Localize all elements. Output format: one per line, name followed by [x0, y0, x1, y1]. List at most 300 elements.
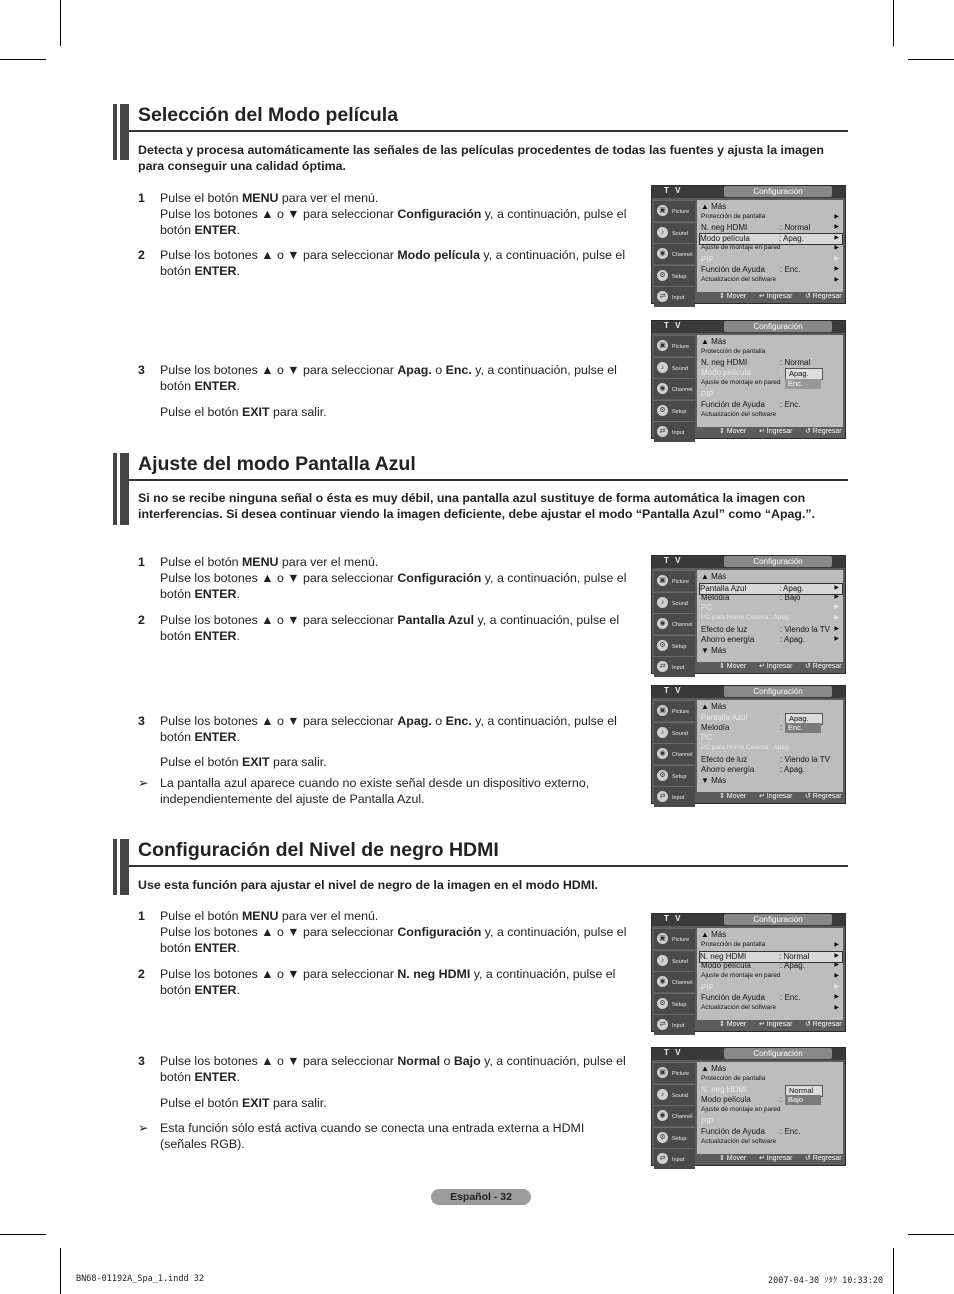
menu-tv-label: T V [664, 186, 683, 195]
menu-item-label: ▲ Más [701, 1064, 727, 1073]
menu-title: Configuración [724, 1048, 832, 1059]
sidebar-icon: ⚙ [657, 998, 668, 1009]
sidebar-icon: ♪ [657, 727, 668, 738]
menu-title: Configuración [724, 186, 832, 197]
sidebar-item[interactable] [654, 1014, 695, 1035]
sidebar-label: Input [672, 1157, 685, 1163]
crop-mark [908, 1234, 954, 1235]
menu-title: Configuración [724, 321, 832, 332]
menu-item[interactable] [701, 265, 841, 274]
option-item[interactable]: Enc. [785, 723, 821, 733]
menu-panel [697, 335, 843, 427]
note-text: La pantalla azul aparece cuando no existe señal desde un dispositivo externo, independientemente del ajuste de Pantalla Azul. [160, 776, 590, 806]
sidebar-icon: ▣ [657, 705, 668, 716]
arrow-right-icon: ▶ [834, 973, 839, 979]
menu-item[interactable] [701, 1064, 841, 1073]
sidebar-item[interactable] [654, 592, 695, 613]
step-text: Pulse los botones ▲ o ▼ para seleccionar Modo película y, a continuación, pulse el botón ENTER. [160, 248, 626, 278]
menu-item[interactable] [701, 733, 841, 742]
menu-item-label: Modo película [701, 368, 751, 377]
menu-item-label: N. neg HDMI [701, 223, 748, 232]
menu-item-label: Actualización del software [701, 1138, 777, 1145]
menu-sidebar [654, 928, 695, 1036]
option-item[interactable]: Apag. [785, 713, 823, 725]
title-rule [129, 130, 848, 132]
arrow-right-icon: ▶ [834, 277, 839, 283]
arrow-right-icon: ▶ [834, 1005, 839, 1011]
menu-header [652, 1048, 845, 1060]
move-hint: ⇕ Mover [719, 1155, 747, 1162]
sidebar-item[interactable] [654, 950, 695, 971]
sidebar-item[interactable] [654, 786, 695, 807]
menu-item-label: PC para Home Cinema : Apag. [701, 744, 791, 751]
sidebar-icon: ▣ [657, 575, 668, 586]
menu-item[interactable] [701, 614, 841, 621]
sidebar-item[interactable] [654, 335, 695, 356]
section-intro: Detecta y procesa automáticamente las señales de las películas procedentes de todas las fuentes y ajusta la imagen para conseguir una calidad óptima. [138, 143, 824, 173]
exit-text: Pulse el botón EXIT para salir. [160, 1096, 327, 1110]
option-item[interactable]: Enc. [785, 379, 821, 389]
menu-item-label: PC para Home Cinema : Apag. [701, 614, 791, 621]
sidebar-icon: ◉ [657, 248, 668, 259]
enter-hint: ↵ Ingresar [759, 1021, 793, 1028]
sidebar-item[interactable] [654, 286, 695, 307]
tv-menu-screenshot [651, 185, 846, 304]
menu-item[interactable] [701, 625, 841, 634]
footer-file: BN68-01192A_Spa_1.indd 32 [76, 1274, 204, 1284]
menu-item-value: : Normal [780, 223, 811, 232]
menu-item-value: : Bajo [780, 593, 801, 602]
menu-item-label: ▲ Más [701, 202, 727, 211]
menu-item-label: Función de Ayuda [701, 1127, 765, 1136]
menu-item[interactable] [701, 1004, 841, 1011]
arrow-right-icon: ▶ [834, 953, 839, 959]
move-hint: ⇕ Mover [719, 1021, 747, 1028]
sidebar-icon: ⚙ [657, 1132, 668, 1143]
step-number: 3 [138, 363, 145, 377]
menu-item[interactable] [701, 702, 841, 711]
menu-item-label: Efecto de luz [701, 755, 748, 764]
menu-item-label: ▼ Más [701, 776, 727, 785]
sidebar-icon: ▣ [657, 205, 668, 216]
footer-date: 2007-04-30 ｿﾀｸ 10:33:20 [768, 1276, 884, 1286]
arrow-right-icon: ▶ [834, 636, 839, 642]
return-hint: ↺ Regresar [805, 663, 842, 670]
menu-item[interactable] [701, 930, 841, 939]
sidebar-label: Sound [672, 1092, 688, 1099]
option-item[interactable]: Normal [785, 1085, 823, 1097]
section-bar-decoration [113, 104, 129, 160]
sidebar-icon: ♪ [657, 227, 668, 238]
menu-item-label: N. neg HDMI [700, 952, 747, 961]
menu-sidebar [654, 335, 695, 443]
sidebar-item[interactable] [654, 1084, 695, 1105]
sidebar-item[interactable] [654, 570, 695, 591]
sidebar-label: Picture [672, 709, 690, 715]
menu-item[interactable] [701, 765, 841, 774]
sidebar-item[interactable] [654, 928, 695, 949]
menu-item[interactable] [701, 337, 841, 346]
section-intro: Si no se recibe ninguna señal o ésta es muy débil, una pantalla azul sustituye de forma automática la imagen con interferencias. Si desea continuar viendo la imagen deficiente, debe ajustar el modo “Pantalla Azul” como “Apag.”. [138, 491, 816, 521]
sidebar-item[interactable] [654, 656, 695, 677]
menu-item-value: : [780, 368, 783, 377]
sidebar-icon: ♪ [657, 362, 668, 373]
enter-hint: ↵ Ingresar [759, 428, 793, 435]
menu-item[interactable] [701, 572, 841, 581]
menu-item-value: : Apag. [780, 961, 805, 970]
menu-item[interactable] [701, 635, 841, 644]
menu-sidebar [654, 200, 695, 308]
menu-item[interactable] [701, 400, 841, 409]
sidebar-label: Picture [672, 1071, 690, 1077]
section-bar-decoration [113, 453, 129, 525]
sidebar-item[interactable] [654, 1127, 695, 1148]
menu-item-label: Actualización del software [701, 276, 777, 283]
menu-item[interactable] [701, 223, 841, 232]
arrow-right-icon: ▶ [834, 994, 839, 1000]
menu-item[interactable] [701, 983, 841, 992]
sidebar-item[interactable] [654, 613, 695, 634]
crop-mark [908, 59, 954, 60]
arrow-right-icon: ▶ [834, 615, 839, 621]
step-text: Pulse los botones ▲ o ▼ para seleccionar Apag. o Enc. y, a continuación, pulse el botón ENTER. [160, 714, 617, 744]
return-hint: ↺ Regresar [805, 1021, 842, 1028]
menu-item-value: : [780, 723, 783, 732]
sidebar-icon: ⇄ [657, 291, 668, 302]
sidebar-icon: ⇄ [657, 791, 668, 802]
arrow-right-icon: ▶ [834, 235, 839, 241]
sidebar-label: Input [672, 430, 685, 436]
menu-item[interactable] [701, 593, 841, 602]
arrow-right-icon: ▶ [834, 604, 839, 610]
menu-item-label: Protección de pantalla [701, 941, 766, 948]
menu-item[interactable] [701, 411, 841, 418]
menu-item-label: Función de Ayuda [701, 993, 765, 1002]
menu-item-label: Ahorro energía [701, 765, 755, 774]
sidebar-icon: ⇄ [657, 426, 668, 437]
move-hint: ⇕ Mover [719, 793, 747, 800]
menu-item-label: Protección de pantalla [701, 1075, 766, 1082]
menu-item-label: PC [701, 733, 713, 742]
note-arrow-icon: ➢ [138, 1121, 149, 1135]
sidebar-label: Channel [672, 622, 693, 628]
menu-item[interactable] [701, 244, 841, 251]
sidebar-icon: ⚙ [657, 405, 668, 416]
sidebar-label: Channel [672, 387, 693, 393]
menu-item-label: Modo película [701, 1095, 751, 1104]
menu-item[interactable] [701, 755, 841, 764]
title-rule [129, 865, 848, 867]
crop-mark [893, 0, 894, 46]
menu-header [652, 914, 845, 926]
sidebar-icon: ⚙ [657, 640, 668, 651]
menu-header [652, 686, 845, 698]
sidebar-label: Input [672, 295, 685, 301]
step-text: Pulse el botón MENU para ver el menú. Pulse los botones ▲ o ▼ para seleccionar Configuración y, a continuación, pulse el botón ENTER. [160, 909, 627, 955]
sidebar-item[interactable] [654, 200, 695, 221]
arrow-right-icon: ▶ [834, 214, 839, 220]
menu-item[interactable] [701, 776, 841, 785]
sidebar-icon: ♪ [657, 955, 668, 966]
menu-item-label: PIP [701, 983, 714, 992]
menu-title: Configuración [724, 556, 832, 567]
note-arrow-icon: ➢ [138, 776, 149, 790]
menu-title: Configuración [724, 686, 832, 697]
menu-item-value: : Normal [779, 952, 810, 961]
menu-item-value: : Enc. [780, 400, 801, 409]
sidebar-item[interactable] [654, 635, 695, 656]
menu-item-value: : Enc. [780, 993, 801, 1002]
sidebar-item[interactable] [654, 743, 695, 764]
menu-title: Configuración [724, 914, 832, 925]
return-hint: ↺ Regresar [805, 793, 842, 800]
menu-tv-label: T V [664, 686, 683, 695]
enter-hint: ↵ Ingresar [759, 663, 793, 670]
option-item[interactable]: Bajo [785, 1095, 821, 1105]
exit-text: Pulse el botón EXIT para salir. [160, 405, 327, 419]
sidebar-label: Input [672, 795, 685, 801]
menu-item[interactable] [701, 1138, 841, 1145]
menu-item[interactable] [701, 255, 841, 264]
menu-item-value: : Apag. [779, 584, 804, 593]
arrow-right-icon: ▶ [834, 962, 839, 968]
menu-item[interactable] [701, 390, 841, 399]
sidebar-label: Setup [672, 773, 687, 780]
sidebar-icon: ▣ [657, 933, 668, 944]
menu-item[interactable] [701, 1075, 841, 1082]
menu-item-label: ▲ Más [701, 702, 727, 711]
menu-item-label: Ajuste de montaje en pared [701, 1106, 781, 1113]
enter-hint: ↵ Ingresar [759, 293, 793, 300]
menu-item[interactable] [701, 348, 841, 355]
menu-item-label: PIP [701, 1117, 714, 1126]
sidebar-item[interactable] [654, 421, 695, 442]
menu-panel [697, 1062, 843, 1154]
section-bar-decoration [113, 839, 129, 895]
tv-menu-screenshot [651, 555, 846, 674]
sidebar-item[interactable] [654, 993, 695, 1014]
tv-menu-screenshot [651, 320, 846, 439]
menu-footer [697, 791, 843, 802]
step-number: 3 [138, 1054, 145, 1068]
menu-item[interactable] [701, 1127, 841, 1136]
menu-panel [697, 700, 843, 792]
sidebar-label: Channel [672, 980, 693, 986]
section-title: Ajuste del modo Pantalla Azul [138, 453, 416, 475]
sidebar-item[interactable] [654, 265, 695, 286]
step-text: Pulse los botones ▲ o ▼ para seleccionar N. neg HDMI y, a continuación, pulse el botón ENTER. [160, 967, 616, 997]
sidebar-icon: ▣ [657, 1067, 668, 1078]
sidebar-item[interactable] [654, 1105, 695, 1126]
menu-item-label: PIP [701, 255, 714, 264]
sidebar-item[interactable] [654, 700, 695, 721]
sidebar-icon: ◉ [657, 618, 668, 629]
move-hint: ⇕ Mover [719, 428, 747, 435]
menu-item-label: Efecto de luz [701, 625, 748, 634]
sidebar-item[interactable] [654, 243, 695, 264]
arrow-right-icon: ▶ [834, 594, 839, 600]
menu-item-label: Melodía [701, 723, 730, 732]
menu-item-label: Ajuste de montaje en pared [701, 244, 781, 251]
crop-mark [0, 1234, 46, 1235]
arrow-right-icon: ▶ [834, 224, 839, 230]
menu-item-value: : Viendo la TV [780, 625, 830, 634]
exit-text: Pulse el botón EXIT para salir. [160, 755, 327, 769]
menu-item[interactable] [701, 961, 841, 970]
menu-item-label: Ahorro energía [701, 635, 755, 644]
menu-item-label: ▼ Más [701, 646, 727, 655]
menu-item-value: : [780, 713, 783, 722]
sidebar-item[interactable] [654, 1148, 695, 1169]
sidebar-icon: ⚙ [657, 270, 668, 281]
menu-item[interactable] [701, 276, 841, 283]
step-number: 2 [138, 613, 145, 627]
sidebar-item[interactable] [654, 378, 695, 399]
step-text: Pulse el botón MENU para ver el menú. Pulse los botones ▲ o ▼ para seleccionar Configuración y, a continuación, pulse el botón ENTER. [160, 555, 627, 601]
sidebar-icon: ◉ [657, 1110, 668, 1121]
sidebar-label: Picture [672, 937, 690, 943]
crop-mark [893, 1248, 894, 1294]
sidebar-icon: ⇄ [657, 1153, 668, 1164]
sidebar-item[interactable] [654, 722, 695, 743]
arrow-right-icon: ▶ [834, 585, 839, 591]
menu-item[interactable] [701, 1106, 841, 1113]
menu-item[interactable] [701, 202, 841, 211]
menu-tv-label: T V [664, 556, 683, 565]
menu-item[interactable] [701, 358, 841, 367]
step-text: Pulse los botones ▲ o ▼ para seleccionar Apag. o Enc. y, a continuación, pulse el botón ENTER. [160, 363, 617, 393]
menu-item-label: Protección de pantalla [701, 348, 766, 355]
menu-item-value: : Apag. [780, 765, 805, 774]
sidebar-label: Setup [672, 1001, 687, 1008]
menu-item-label: Función de Ayuda [701, 265, 765, 274]
menu-item-label: Pantalla Azul [700, 584, 747, 593]
step-number: 1 [138, 191, 145, 205]
menu-item-label: Actualización del software [701, 411, 777, 418]
menu-sidebar [654, 1062, 695, 1170]
return-hint: ↺ Regresar [805, 293, 842, 300]
sidebar-icon: ♪ [657, 1089, 668, 1100]
menu-tv-label: T V [664, 321, 683, 330]
sidebar-icon: ◉ [657, 383, 668, 394]
menu-item-label: Ajuste de montaje en pared [701, 379, 781, 386]
sidebar-label: Sound [672, 730, 688, 737]
return-hint: ↺ Regresar [805, 1155, 842, 1162]
menu-item[interactable] [701, 993, 841, 1002]
arrow-right-icon: ▶ [834, 984, 839, 990]
menu-item-value: : Enc. [780, 1127, 801, 1136]
sidebar-label: Sound [672, 600, 688, 607]
sidebar-icon: ⇄ [657, 1019, 668, 1030]
sidebar-label: Picture [672, 579, 690, 585]
menu-item-value: : Apag. [779, 234, 804, 243]
sidebar-label: Picture [672, 209, 690, 215]
menu-panel [697, 570, 843, 662]
sidebar-label: Channel [672, 252, 693, 258]
menu-item-label: N. neg HDMI [701, 1085, 748, 1094]
option-item[interactable]: Apag. [785, 368, 823, 380]
menu-footer [697, 661, 843, 672]
enter-hint: ↵ Ingresar [759, 793, 793, 800]
menu-sidebar [654, 570, 695, 678]
step-number: 1 [138, 555, 145, 569]
step-number: 2 [138, 248, 145, 262]
sidebar-label: Input [672, 665, 685, 671]
enter-hint: ↵ Ingresar [759, 1155, 793, 1162]
menu-item-value: : [780, 1085, 783, 1094]
menu-item[interactable] [701, 1117, 841, 1126]
step-number: 2 [138, 967, 145, 981]
menu-item-value: : Viendo la TV [780, 755, 830, 764]
menu-item-label: PIP [701, 390, 714, 399]
menu-footer [697, 291, 843, 302]
menu-item-label: Melodía [701, 593, 730, 602]
menu-header [652, 556, 845, 568]
tv-menu-screenshot [651, 1047, 846, 1166]
menu-item-label: Función de Ayuda [701, 400, 765, 409]
tv-menu-screenshot [651, 913, 846, 1032]
menu-item-label: Modo película [701, 961, 751, 970]
sidebar-label: Setup [672, 643, 687, 650]
move-hint: ⇕ Mover [719, 663, 747, 670]
menu-item-value: : [780, 1095, 783, 1104]
arrow-right-icon: ▶ [834, 942, 839, 948]
menu-item[interactable] [701, 213, 841, 220]
menu-item-label: N. neg HDMI [701, 358, 748, 367]
menu-item[interactable] [701, 744, 841, 751]
menu-item-label: Ajuste de montaje en pared [701, 972, 781, 979]
menu-footer [697, 426, 843, 437]
sidebar-item[interactable] [654, 400, 695, 421]
crop-mark [0, 59, 46, 60]
section-title: Configuración del Nivel de negro HDMI [138, 839, 499, 861]
step-text: Pulse el botón MENU para ver el menú. Pulse los botones ▲ o ▼ para seleccionar Configuración y, a continuación, pulse el botón ENTER. [160, 191, 627, 237]
step-number: 1 [138, 909, 145, 923]
sidebar-icon: ◉ [657, 976, 668, 987]
sidebar-item[interactable] [654, 765, 695, 786]
menu-item-label: Protección de pantalla [701, 213, 766, 220]
sidebar-label: Picture [672, 344, 690, 350]
menu-item-label: Actualización del software [701, 1004, 777, 1011]
sidebar-label: Channel [672, 1114, 693, 1120]
step-text: Pulse los botones ▲ o ▼ para seleccionar Pantalla Azul y, a continuación, pulse el botón ENTER. [160, 613, 620, 643]
sidebar-item[interactable] [654, 1062, 695, 1083]
tv-menu-screenshot [651, 685, 846, 804]
menu-item[interactable] [701, 972, 841, 979]
menu-footer [697, 1153, 843, 1164]
section-intro: Use esta función para ajustar el nivel de negro de la imagen en el modo HDMI. [138, 878, 598, 892]
sidebar-icon: ♪ [657, 597, 668, 608]
menu-item[interactable] [701, 603, 841, 612]
menu-item-label: PC [701, 603, 713, 612]
sidebar-item[interactable] [654, 357, 695, 378]
sidebar-icon: ⚙ [657, 770, 668, 781]
menu-item[interactable] [701, 646, 841, 655]
arrow-right-icon: ▶ [834, 245, 839, 251]
arrow-right-icon: ▶ [834, 266, 839, 272]
menu-item[interactable] [701, 941, 841, 948]
sidebar-label: Input [672, 1023, 685, 1029]
menu-sidebar [654, 700, 695, 808]
sidebar-item[interactable] [654, 222, 695, 243]
menu-item-value: : Enc. [780, 265, 801, 274]
arrow-right-icon: ▶ [834, 626, 839, 632]
menu-panel [697, 200, 843, 292]
sidebar-label: Setup [672, 1135, 687, 1142]
note-text: Esta función sólo está activa cuando se conecta una entrada externa a HDMI (señales RGB). [160, 1121, 585, 1151]
menu-item-label: ▲ Más [701, 572, 727, 581]
sidebar-item[interactable] [654, 971, 695, 992]
